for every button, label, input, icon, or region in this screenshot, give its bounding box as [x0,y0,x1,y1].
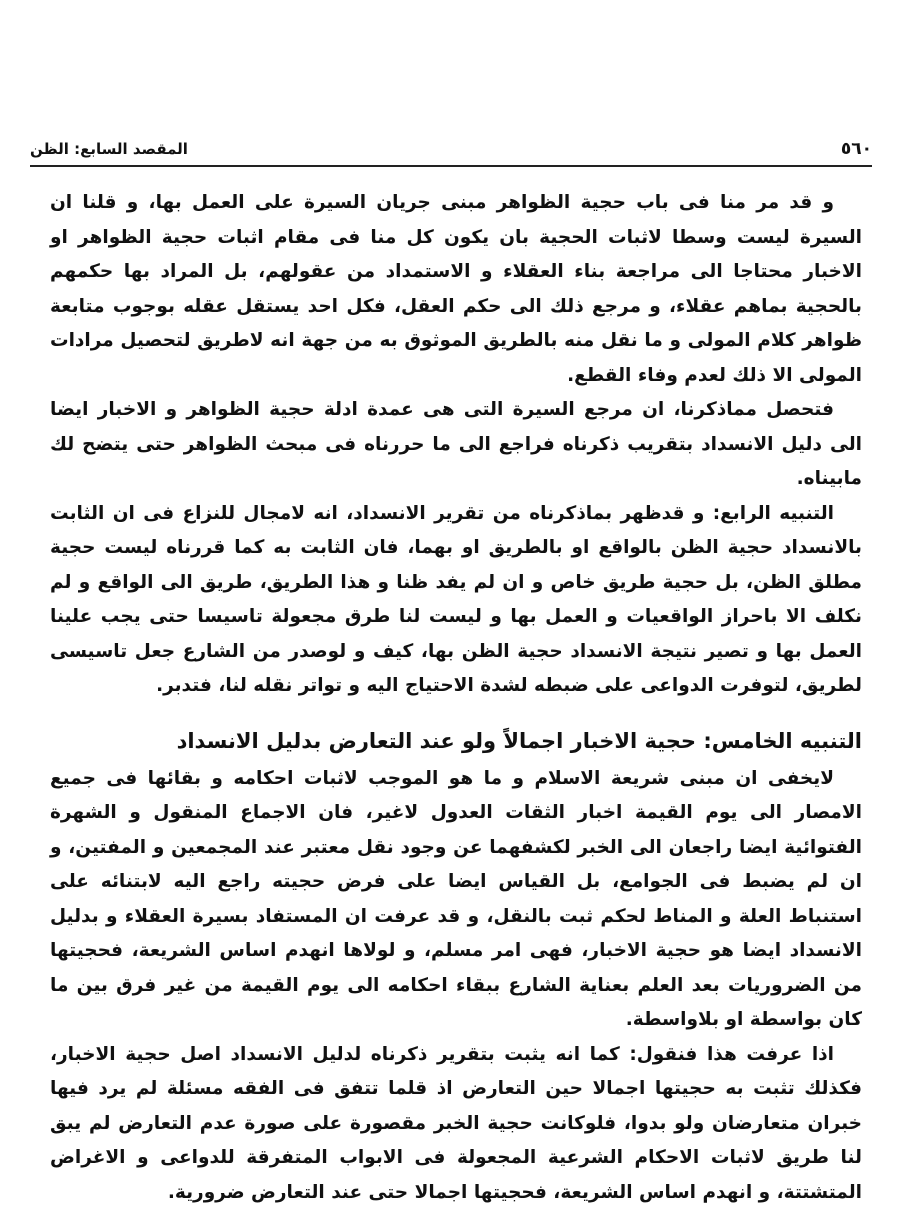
section-heading: التنبيه الخامس: حجية الاخبار اجمالاً ولو عند التعارض بدليل الانسداد [50,724,862,758]
book-page [30,0,872,1200]
page-number: ٥٦٠ [841,139,872,159]
paragraph [50,186,862,393]
running-header [30,138,872,160]
paragraph-lead: اذا عرفت هذا فنقول: [629,1044,834,1065]
chapter-title: المقصد السابع: الظن [30,140,188,158]
paragraph [50,393,862,497]
paragraph-text: و قد مر منا فى باب حجية الظواهر مبنى جريان السيرة على العمل بها، و قلنا ان السيرة ليست وسطا لاثبات الحجية بان يكون كل منا فى مقام اثبات حجية الظواهر او الاخبار محتاجا الى مراجعة بناء العقلاء و الاستمداد من عقولهم، بل المراد بها حكمهم بالحجية بماهم عقلاء، و مرجع ذلك الى حكم العقل، فكل احد يستقل عقله بوجوب متابعة ظواهر كلام المولى و ما نقل منه بالطريق الموثوق به من جهة انه لاطريق لتحصيل مرادات المولى الا ذلك لعدم وفاء القطع. [50,192,862,386]
paragraph [50,497,862,704]
paragraph-lead: التنبيه الرابع: [713,503,834,524]
paragraph-text: كما انه يثبت بتقرير ذكرناه لدليل الانسداد اصل حجية الاخبار، فكذلك تثبت به حجيتها اجمالا حين التعارض اذ قلما تتفق فى الفقه مسئلة لم يرد فيها خبران متعارضان ولو بدوا، فلوكانت حجية الخبر مقصورة على صورة عدم التعارض لم يبق لنا طريق لاثبات الاحكام الشرعية المجعولة فى الابواب المتفرقة للدواعى و الاغراض المتشتتة، و انهدم اساس الشريعة، فحجيتها اجمالا حتى عند التعارض ضرورية. [50,1044,862,1203]
header-divider [30,165,872,167]
paragraph-text: و قدظهر بماذكرناه من تقرير الانسداد، انه لامجال للنزاع فى ان الثابت بالانسداد حجية الظن بالواقع او بالطريق او بهما، فان الثابت به كما قررناه ليست حجية مطلق الظن، بل حجية طريق خاص و ان لم يفد ظنا و هذا الطريق، طريق الى الواقع و لم نكلف الا باحراز الواقعيات و العمل بها و ليست لنا طرق مجعولة تاسيسا حتى يجب علينا العمل بها و تصير نتيجة الانسداد حجية الظن بها، كيف و لوصدر من الشارع جعل تاسيسى لطريق، لتوفرت الدواعى على ضبطه لشدة الاحتياج اليه و تواتر نقله لنا، فتدبر. [50,503,862,697]
page-body [50,186,862,1210]
paragraph-lead: فتحصل مماذكرنا، [674,399,834,420]
paragraph [50,1038,862,1210]
paragraph-text: لايخفى ان مبنى شريعة الاسلام و ما هو الموجب لاثبات احكامه و بقائها فى جميع الامصار الى يوم القيمة اخبار الثقات العدول لاغير، فان الاجماع المنقول و الشهرة الفتوائية ايضا راجعان الى الخبر لكشفهما عن وجود نقل معتبر عند المجمعين و المفتين، و ان لم يضبط فى الجوامع، بل القياس ايضا على فرض حجيته راجع اليه لابتنائه على استنباط العلة و المناط لحكم ثبت بالنقل، و قد عرفت ان المستفاد بسيرة العقلاء و بدليل الانسداد ايضا هو حجية الاخبار، فهى امر مسلم، و لولاها انهدم اساس الشريعة، فحجيتها من الضروريات بعد العلم بعناية الشارع ببقاء احكامه الى يوم القيمة من غير فرق بين ما كان بواسطة او بلاواسطة. [50,768,862,1031]
paragraph-text: ان مرجع السيرة التى هى عمدة ادلة حجية الظواهر و الاخبار ايضا الى دليل الانسداد بتقريب ذكرناه فراجع الى ما حررناه فى مبحث الظواهر حتى يتضح لك مابيناه. [50,399,862,489]
paragraph [50,762,862,1038]
